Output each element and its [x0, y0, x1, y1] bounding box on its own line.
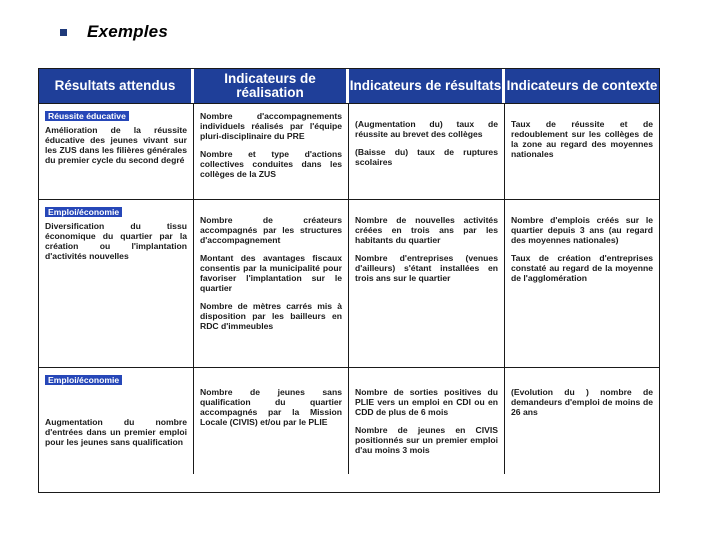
- header-indicateurs-contexte: Indicateurs de contexte: [505, 69, 659, 103]
- resultats-cell: [349, 368, 505, 474]
- indicator-text: Nombre et type d'actions collectives conduites dans les collèges de la ZUS: [200, 149, 342, 179]
- indicator-text: Nombre d'entreprises (venues d'ailleurs) s'étant installées en trois ans sur le quartier: [355, 253, 498, 283]
- theme-tag: Emploi/économie: [45, 207, 122, 217]
- indicator-text: Nombre d'accompagnements individuels réalisés par l'équipe pluri-disciplinaire du PRE: [200, 111, 342, 141]
- objective-text: Amélioration de la réussite éducative des jeunes vivant sur les ZUS dans les filières générales du premier cycle du second degré: [45, 125, 187, 165]
- theme-tag: Emploi/économie: [45, 375, 122, 385]
- indicator-text: Nombre de créateurs accompagnés par les structures d'accompagnement: [200, 215, 342, 245]
- objective-cell: [39, 200, 194, 367]
- table-row: [39, 367, 659, 474]
- indicator-text: (Evolution du ) nombre de demandeurs d'emploi de moins de 26 ans: [511, 387, 653, 417]
- table-row: [39, 103, 659, 199]
- indicators-table: [38, 68, 660, 493]
- square-bullet-icon: [60, 29, 67, 36]
- indicator-text: Nombre d'emplois créés sur le quartier depuis 3 ans (au regard des moyennes nationales): [511, 215, 653, 245]
- header-resultats-attendus: Résultats attendus: [39, 69, 194, 103]
- objective-cell: [39, 104, 194, 199]
- indicator-text: Nombre de mètres carrés mis à disposition par les bailleurs en RDC d'immeubles: [200, 301, 342, 331]
- realisation-cell: [194, 104, 349, 199]
- indicator-text: Nombre de jeunes sans qualification du quartier accompagnés par la Mission Locale (CIVIS) et/ou par le PLIE: [200, 387, 342, 427]
- indicator-text: Taux de réussite et de redoublement sur les collèges de la zone au regard des moyennes nationales: [511, 119, 653, 159]
- table-row: [39, 199, 659, 367]
- slide-title: Exemples: [87, 22, 168, 41]
- objective-cell: [39, 368, 194, 474]
- indicator-text: (Baisse du) taux de ruptures scolaires: [355, 147, 498, 167]
- objective-text: Diversification du tissu économique du quartier par la création ou l'implantation d'activités nouvelles: [45, 221, 187, 261]
- indicator-text: Taux de création d'entreprises constaté au regard de la moyenne de l'agglomération: [511, 253, 653, 283]
- contexte-cell: [505, 368, 659, 474]
- indicator-text: Montant des avantages fiscaux consentis par la municipalité pour favoriser l'implantation sur le quartier: [200, 253, 342, 293]
- indicator-text: Nombre de jeunes en CIVIS positionnés sur un premier emploi d'au moins 3 mois: [355, 425, 498, 455]
- indicator-text: Nombre de sorties positives du PLIE vers un emploi en CDI ou en CDD de plus de 6 mois: [355, 387, 498, 417]
- table-header-row: [39, 69, 659, 103]
- resultats-cell: [349, 200, 505, 367]
- resultats-cell: [349, 104, 505, 199]
- slide-header: [60, 22, 168, 42]
- indicator-text: Nombre de nouvelles activités créées en trois ans par les habitants du quartier: [355, 215, 498, 245]
- contexte-cell: [505, 104, 659, 199]
- realisation-cell: [194, 200, 349, 367]
- contexte-cell: [505, 200, 659, 367]
- objective-text: Augmentation du nombre d'entrées dans un premier emploi pour les jeunes sans qualification: [45, 417, 187, 447]
- header-indicateurs-resultats: Indicateurs de résultats: [349, 69, 505, 103]
- header-indicateurs-realisation: Indicateurs de réalisation: [194, 69, 349, 103]
- theme-tag: Réussite éducative: [45, 111, 129, 121]
- indicator-text: (Augmentation du) taux de réussite au brevet des collèges: [355, 119, 498, 139]
- realisation-cell: [194, 368, 349, 474]
